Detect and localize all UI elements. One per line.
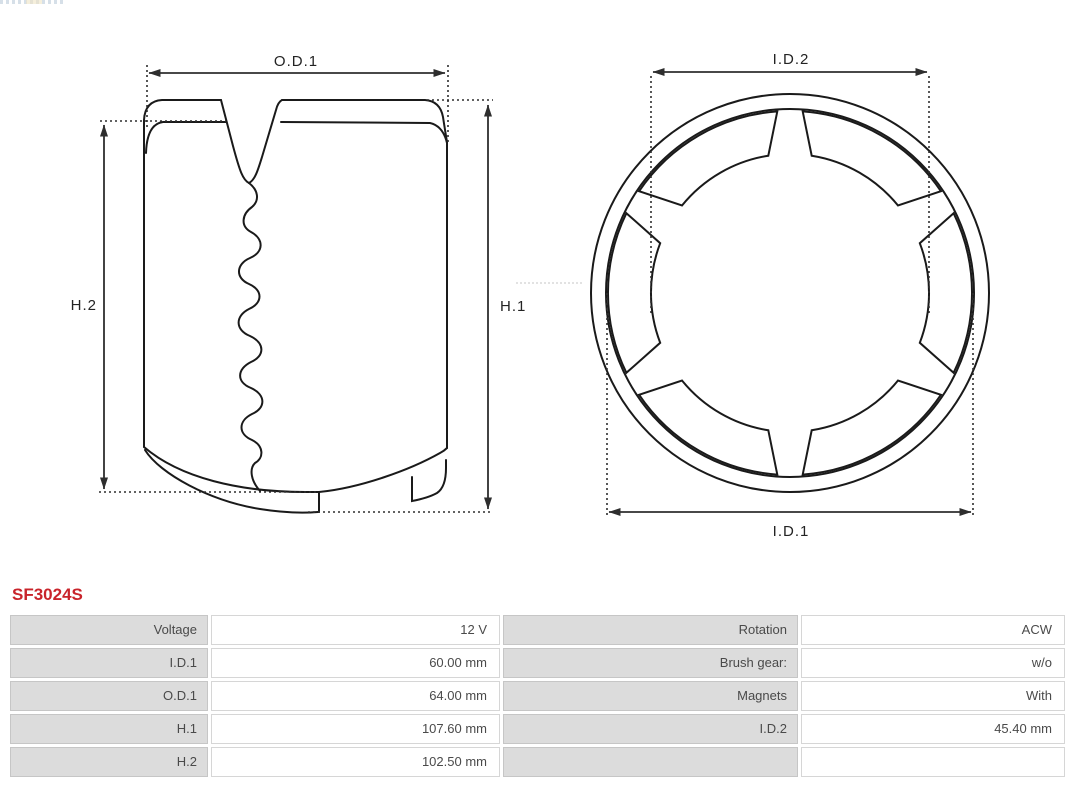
- dimension-label-od1: O.D.1: [273, 53, 319, 70]
- spec-label-id1: I.D.1: [10, 648, 208, 678]
- spec-label-rotation: Rotation: [503, 615, 798, 645]
- dimension-label-id1: I.D.1: [772, 523, 810, 540]
- top-edge-artifact: [0, 0, 66, 4]
- spec-label-id2: I.D.2: [503, 714, 798, 744]
- spec-label-magnets: Magnets: [503, 681, 798, 711]
- spec-value-magnets: With: [801, 681, 1065, 711]
- spec-table: [10, 615, 1065, 777]
- spec-value-brushgear: w/o: [801, 648, 1065, 678]
- spec-label-empty: [503, 747, 798, 777]
- part-number-title: SF3024S: [12, 585, 83, 604]
- magnet-segments: [608, 111, 972, 474]
- dimension-label-id2: I.D.2: [772, 51, 810, 68]
- spec-label-brushgear: Brush gear:: [503, 648, 798, 678]
- spec-value-od1: 64.00 mm: [211, 681, 500, 711]
- dimension-label-h1: H.1: [500, 298, 527, 315]
- dimension-label-h2: H.2: [70, 297, 97, 314]
- spec-label-od1: O.D.1: [10, 681, 208, 711]
- ring-view-dimensions: [607, 72, 973, 516]
- front-view-dimensions: [99, 65, 583, 512]
- spec-value-voltage: 12 V: [211, 615, 500, 645]
- spec-value-h1: 107.60 mm: [211, 714, 500, 744]
- spec-label-h2: H.2: [10, 747, 208, 777]
- spec-value-h2: 102.50 mm: [211, 747, 500, 777]
- spec-label-voltage: Voltage: [10, 615, 208, 645]
- spec-value-id2: 45.40 mm: [801, 714, 1065, 744]
- front-view: [144, 100, 447, 513]
- spec-value-id1: 60.00 mm: [211, 648, 500, 678]
- spec-value-empty: [801, 747, 1065, 777]
- spec-label-h1: H.1: [10, 714, 208, 744]
- spec-value-rotation: ACW: [801, 615, 1065, 645]
